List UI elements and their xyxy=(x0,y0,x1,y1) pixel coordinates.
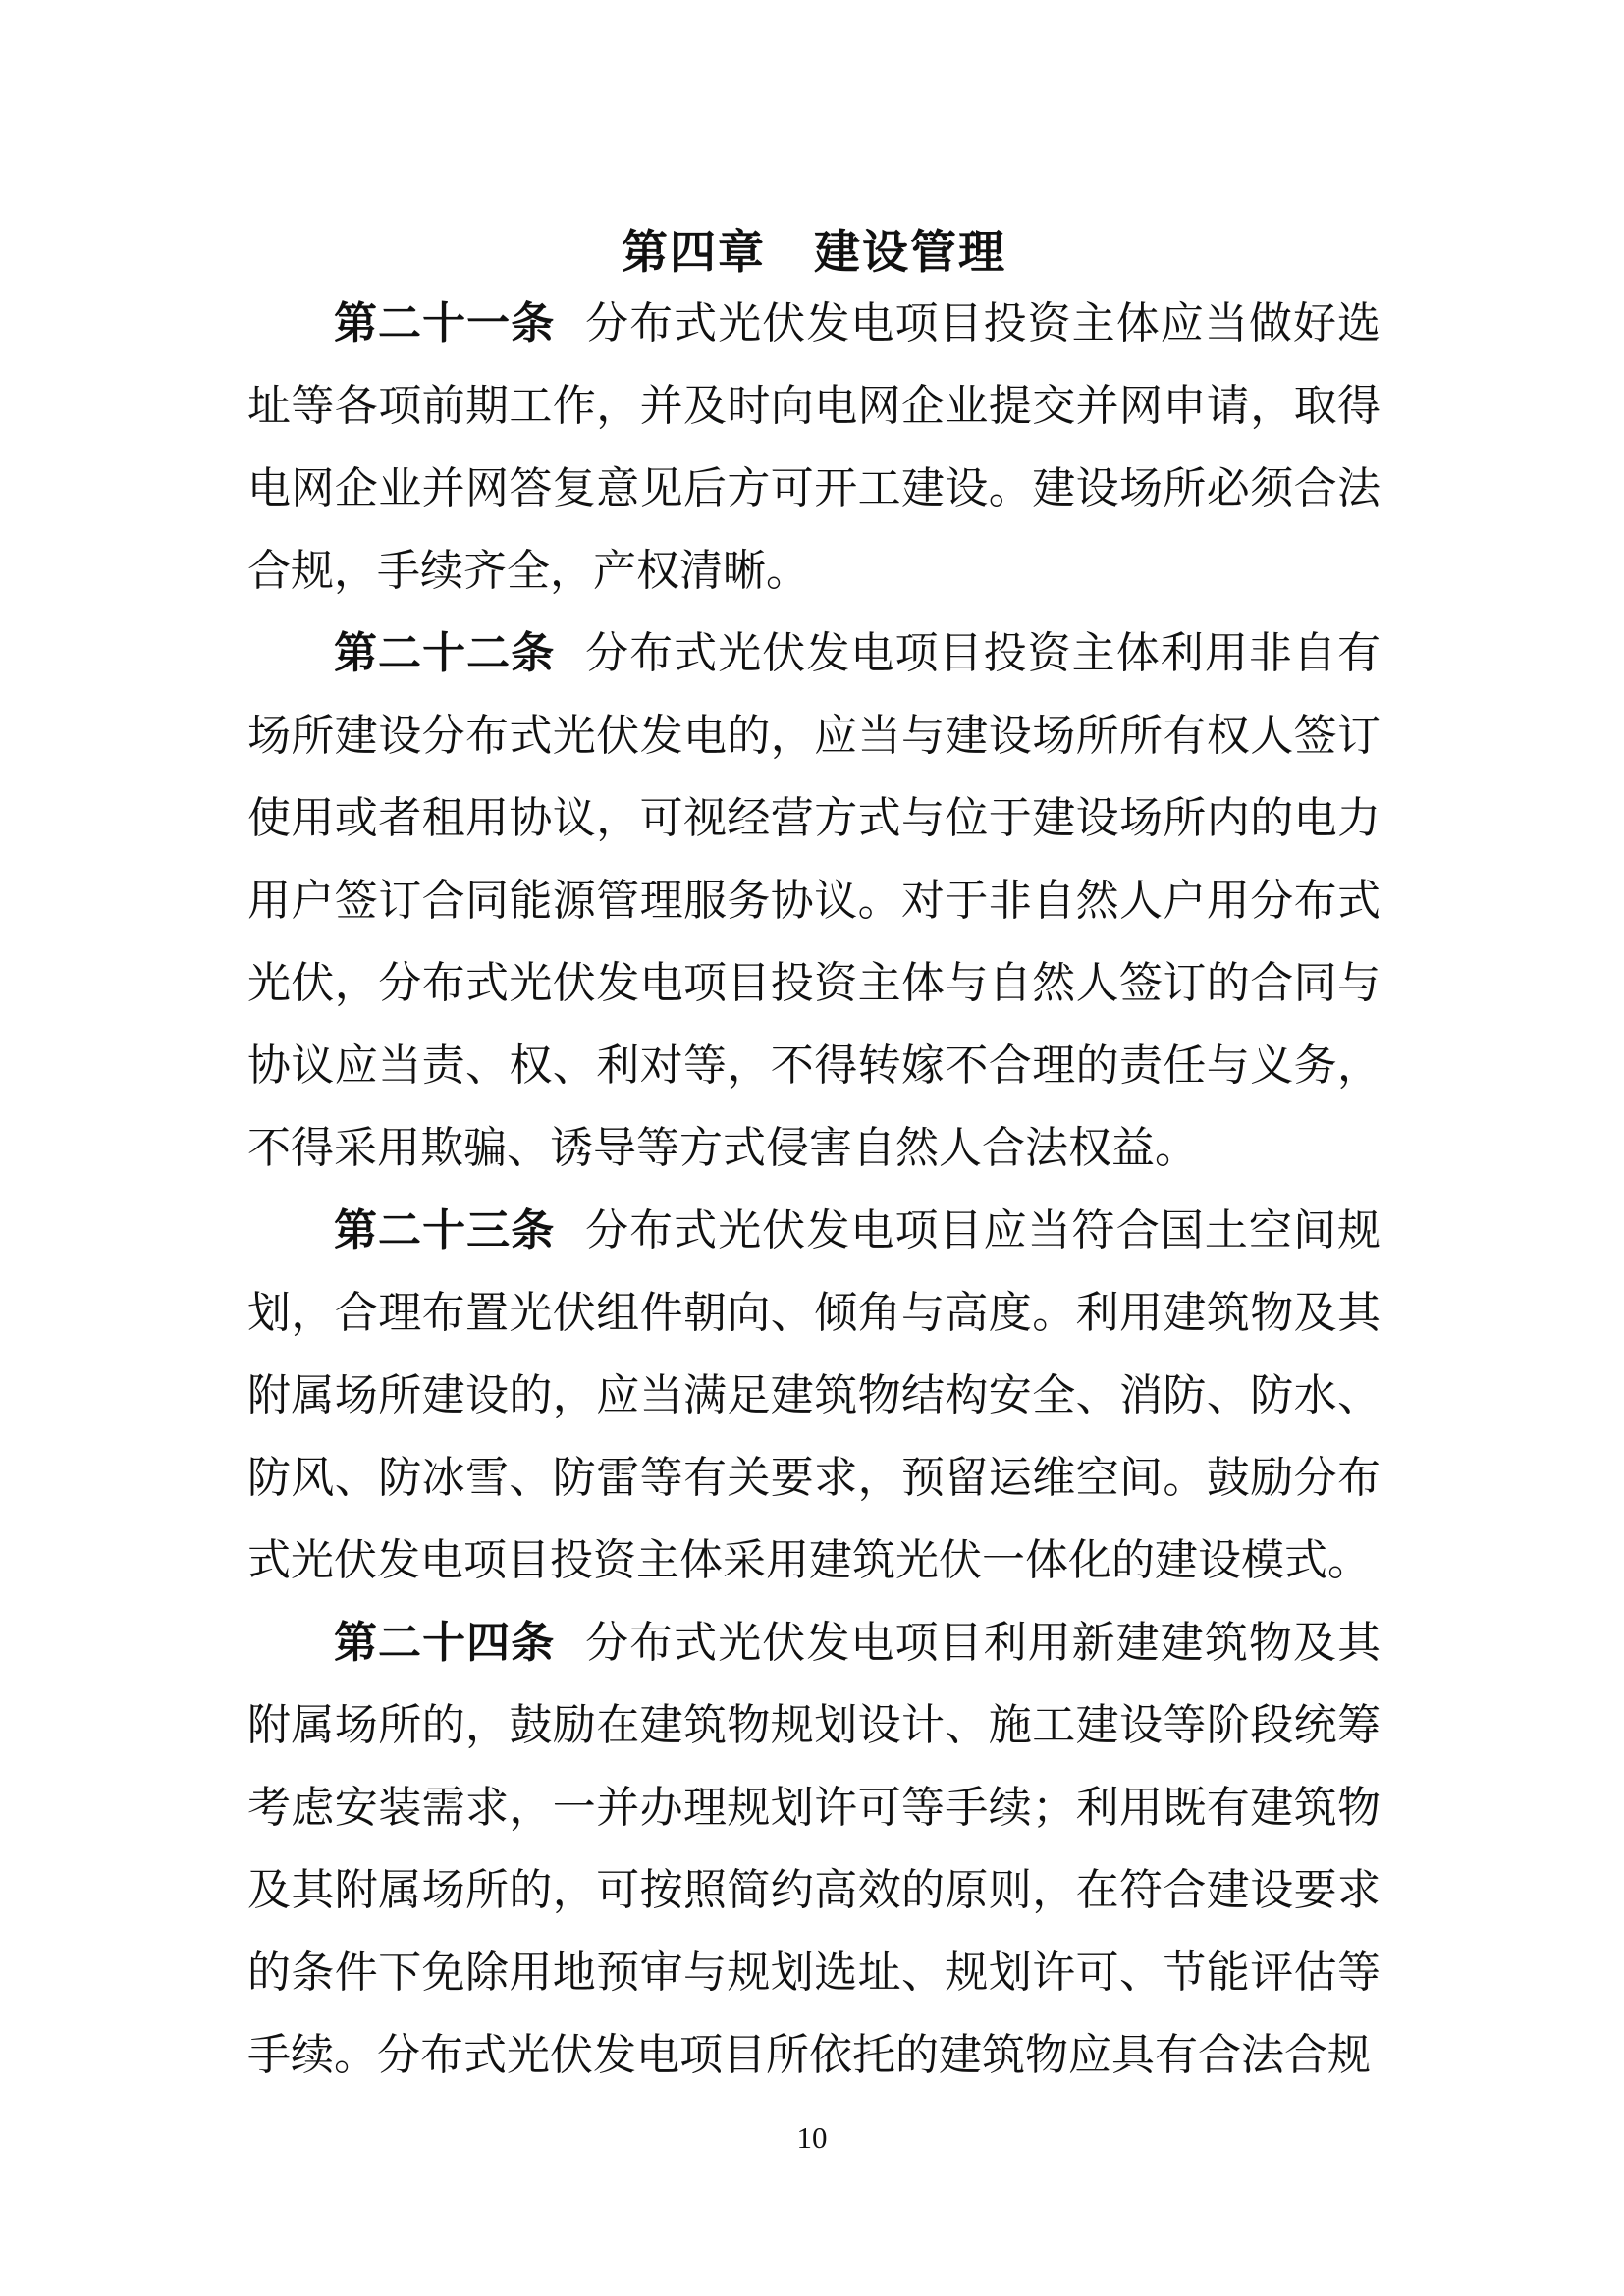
article-paragraph xyxy=(247,283,1380,613)
document-body xyxy=(247,283,1380,2097)
article-body-text: 分布式光伏发电项目利用新建建筑物及其附属场所的，鼓励在建筑物规划设计、施工建设等阶段统筹考虑安装需求，一并办理规划许可等手续；利用既有建筑物及其附属场所的，可按照简约高效的原则，在符合建设要求的条件下免除用地预审与规划选址、规划许可、节能评估等手续。分布式光伏发电项目所依托的建筑物应具有合法合规 xyxy=(247,1619,1381,2079)
page-number: 10 xyxy=(796,2120,828,2155)
article-number: 第二十二条 xyxy=(334,629,556,677)
article-body-text: 分布式光伏发电项目应当符合国土空间规划，合理布置光伏组件朝向、倾角与高度。利用建筑物及其附属场所建设的，应当满足建筑物结构安全、消防、防水、防风、防冰雪、防雷等有关要求，预留运维空间。鼓励分布式光伏发电项目投资主体采用建筑光伏一体化的建设模式。 xyxy=(247,1206,1381,1584)
article-number: 第二十一条 xyxy=(334,299,556,347)
article-paragraph xyxy=(247,1190,1380,1602)
article-paragraph xyxy=(247,613,1380,1190)
article-number: 第二十三条 xyxy=(334,1206,556,1255)
article-body-text: 分布式光伏发电项目投资主体利用非自有场所建设分布式光伏发电的，应当与建设场所所有权人签订使用或者租用协议，可视经营方式与位于建设场所内的电力用户签订合同能源管理服务协议。对于非自然人户用分布式光伏，分布式光伏发电项目投资主体与自然人签订的合同与协议应当责、权、利对等，不得转嫁不合理的责任与义务，不得采用欺骗、诱导等方式侵害自然人合法权益。 xyxy=(247,629,1381,1172)
article-number: 第二十四条 xyxy=(334,1619,556,1667)
article-paragraph xyxy=(247,1602,1380,2097)
chapter-heading: 第四章 建设管理 xyxy=(622,228,1006,279)
article-body-text: 分布式光伏发电项目投资主体应当做好选址等各项前期工作，并及时向电网企业提交并网申请，取得电网企业并网答复意见后方可开工建设。建设场所必须合法合规，手续齐全，产权清晰。 xyxy=(247,299,1381,595)
